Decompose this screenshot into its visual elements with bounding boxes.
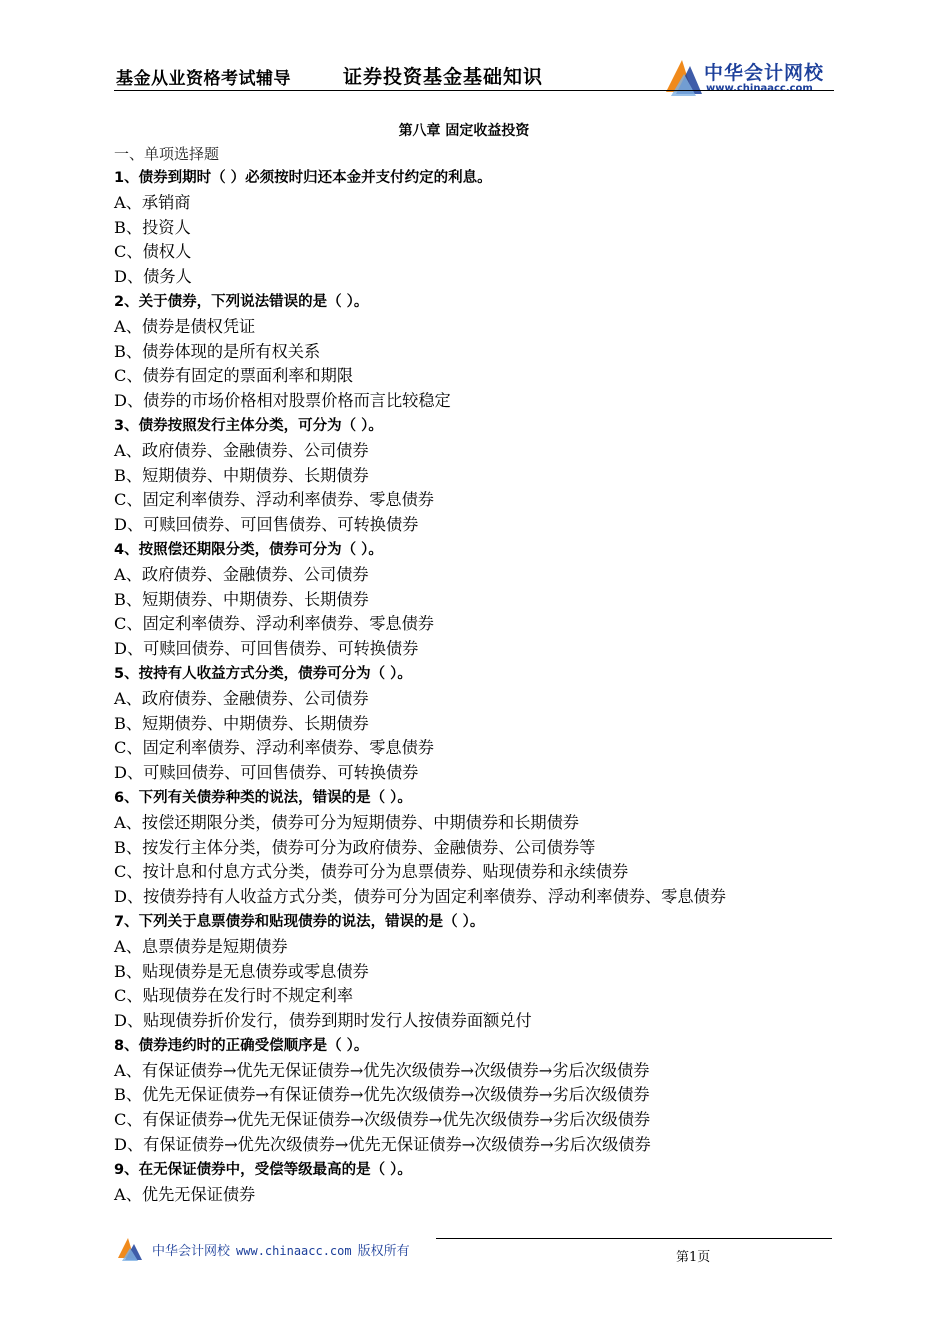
- header-course-title: 证券投资基金基础知识: [343, 66, 544, 88]
- question-stem: 3、债券按照发行主体分类，可分为（ ）。: [114, 417, 383, 434]
- document-body: [114, 120, 844, 1207]
- footer-rule: [436, 1238, 832, 1239]
- question-stem: 6、下列有关债券种类的说法，错误的是（ ）。: [114, 789, 412, 806]
- footer-logo-icon: [116, 1236, 148, 1262]
- question-stem: 1、债券到期时（ ）必须按时归还本金并支付约定的利息。: [114, 170, 492, 186]
- footer-copyright: [152, 1240, 410, 1259]
- question-stem: 8、债券违约时的正确受偿顺序是（ ）。: [114, 1037, 369, 1054]
- footer-brand: 中华会计网校: [152, 1244, 231, 1259]
- question-stem: 2、关于债券，下列说法错误的是（ ）。: [114, 293, 369, 310]
- answer-option: B、短期债券、中期债券、长期债券: [114, 713, 369, 733]
- question-stem: 9、在无保证债券中，受偿等级最高的是（ ）。: [114, 1161, 412, 1178]
- answer-option: C、有保证债券→优先无保证债券→次级债券→优先次级债券→劣后次级债券: [114, 1110, 651, 1130]
- answer-option: C、按计息和付息方式分类，债券可分为息票债券、贴现债券和永续债券: [114, 862, 629, 882]
- logo-triangle-icon: [662, 54, 704, 98]
- answer-option: C、债权人: [114, 242, 192, 262]
- answer-option: B、贴现债券是无息债券或零息债券: [114, 961, 369, 981]
- answer-option: D、债券的市场价格相对股票价格而言比较稳定: [114, 391, 451, 411]
- answer-option: D、可赎回债券、可回售债券、可转换债券: [114, 515, 419, 535]
- answer-option: A、政府债券、金融债券、公司债券: [114, 564, 369, 584]
- answer-option: A、债券是债权凭证: [114, 316, 256, 336]
- question-stem: 7、下列关于息票债券和贴现债券的说法，错误的是（ ）。: [114, 913, 485, 930]
- section-title: 一、单项选择题: [114, 145, 220, 163]
- answer-option: A、按偿还期限分类，债券可分为短期债券、中期债券和长期债券: [114, 812, 579, 832]
- answer-option: C、贴现债券在发行时不规定利率: [114, 986, 354, 1006]
- answer-option: D、可赎回债券、可回售债券、可转换债券: [114, 763, 419, 783]
- question-stem: 4、按照偿还期限分类，债券可分为（ ）。: [114, 541, 383, 558]
- question-list: [114, 166, 844, 1207]
- answer-option: B、短期债券、中期债券、长期债券: [114, 589, 369, 609]
- answer-option: B、按发行主体分类，债券可分为政府债券、金融债券、公司债券等: [114, 837, 596, 857]
- answer-option: D、贴现债券折价发行，债券到期时发行人按债券面额兑付: [114, 1011, 532, 1031]
- page-number: 第1页: [676, 1250, 711, 1265]
- answer-option: D、可赎回债券、可回售债券、可转换债券: [114, 639, 419, 659]
- answer-option: A、政府债券、金融债券、公司债券: [114, 688, 369, 708]
- chapter-title: 第八章 固定收益投资: [398, 123, 530, 139]
- question-stem: 5、按持有人收益方式分类，债券可分为（ ）。: [114, 665, 412, 682]
- answer-option: B、投资人: [114, 217, 191, 237]
- answer-option: C、债券有固定的票面利率和期限: [114, 366, 354, 386]
- answer-option: A、有保证债券→优先无保证债券→优先次级债券→次级债券→劣后次级债券: [114, 1060, 650, 1080]
- answer-option: D、有保证债券→优先次级债券→优先无保证债券→次级债券→劣后次级债券: [114, 1135, 651, 1155]
- answer-option: D、按债券持有人收益方式分类，债券可分为固定利率债券、浮动利率债券、零息债券: [114, 887, 726, 907]
- answer-option: B、短期债券、中期债券、长期债券: [114, 465, 369, 485]
- answer-option: B、优先无保证债券→有保证债券→优先次级债券→次级债券→劣后次级债券: [114, 1085, 650, 1105]
- answer-option: A、政府债券、金融债券、公司债券: [114, 440, 369, 460]
- answer-option: A、息票债券是短期债券: [114, 936, 288, 956]
- footer-url[interactable]: www.chinaacc.com: [236, 1244, 352, 1258]
- answer-option: C、固定利率债券、浮动利率债券、零息债券: [114, 614, 434, 634]
- header-left-title: 基金从业资格考试辅导: [116, 69, 291, 89]
- answer-option: A、优先无保证债券: [114, 1184, 256, 1204]
- footer-rights: 版权所有: [357, 1244, 410, 1259]
- answer-option: C、固定利率债券、浮动利率债券、零息债券: [114, 490, 434, 510]
- answer-option: C、固定利率债券、浮动利率债券、零息债券: [114, 738, 434, 758]
- site-logo[interactable]: [662, 54, 842, 100]
- logo-url: www.chinaacc.com: [706, 83, 813, 94]
- answer-option: A、承销商: [114, 192, 191, 212]
- logo-brand-name: 中华会计网校: [704, 62, 825, 84]
- header-rule: [114, 90, 834, 91]
- answer-option: B、债券体现的是所有权关系: [114, 341, 321, 361]
- answer-option: D、债务人: [114, 267, 192, 287]
